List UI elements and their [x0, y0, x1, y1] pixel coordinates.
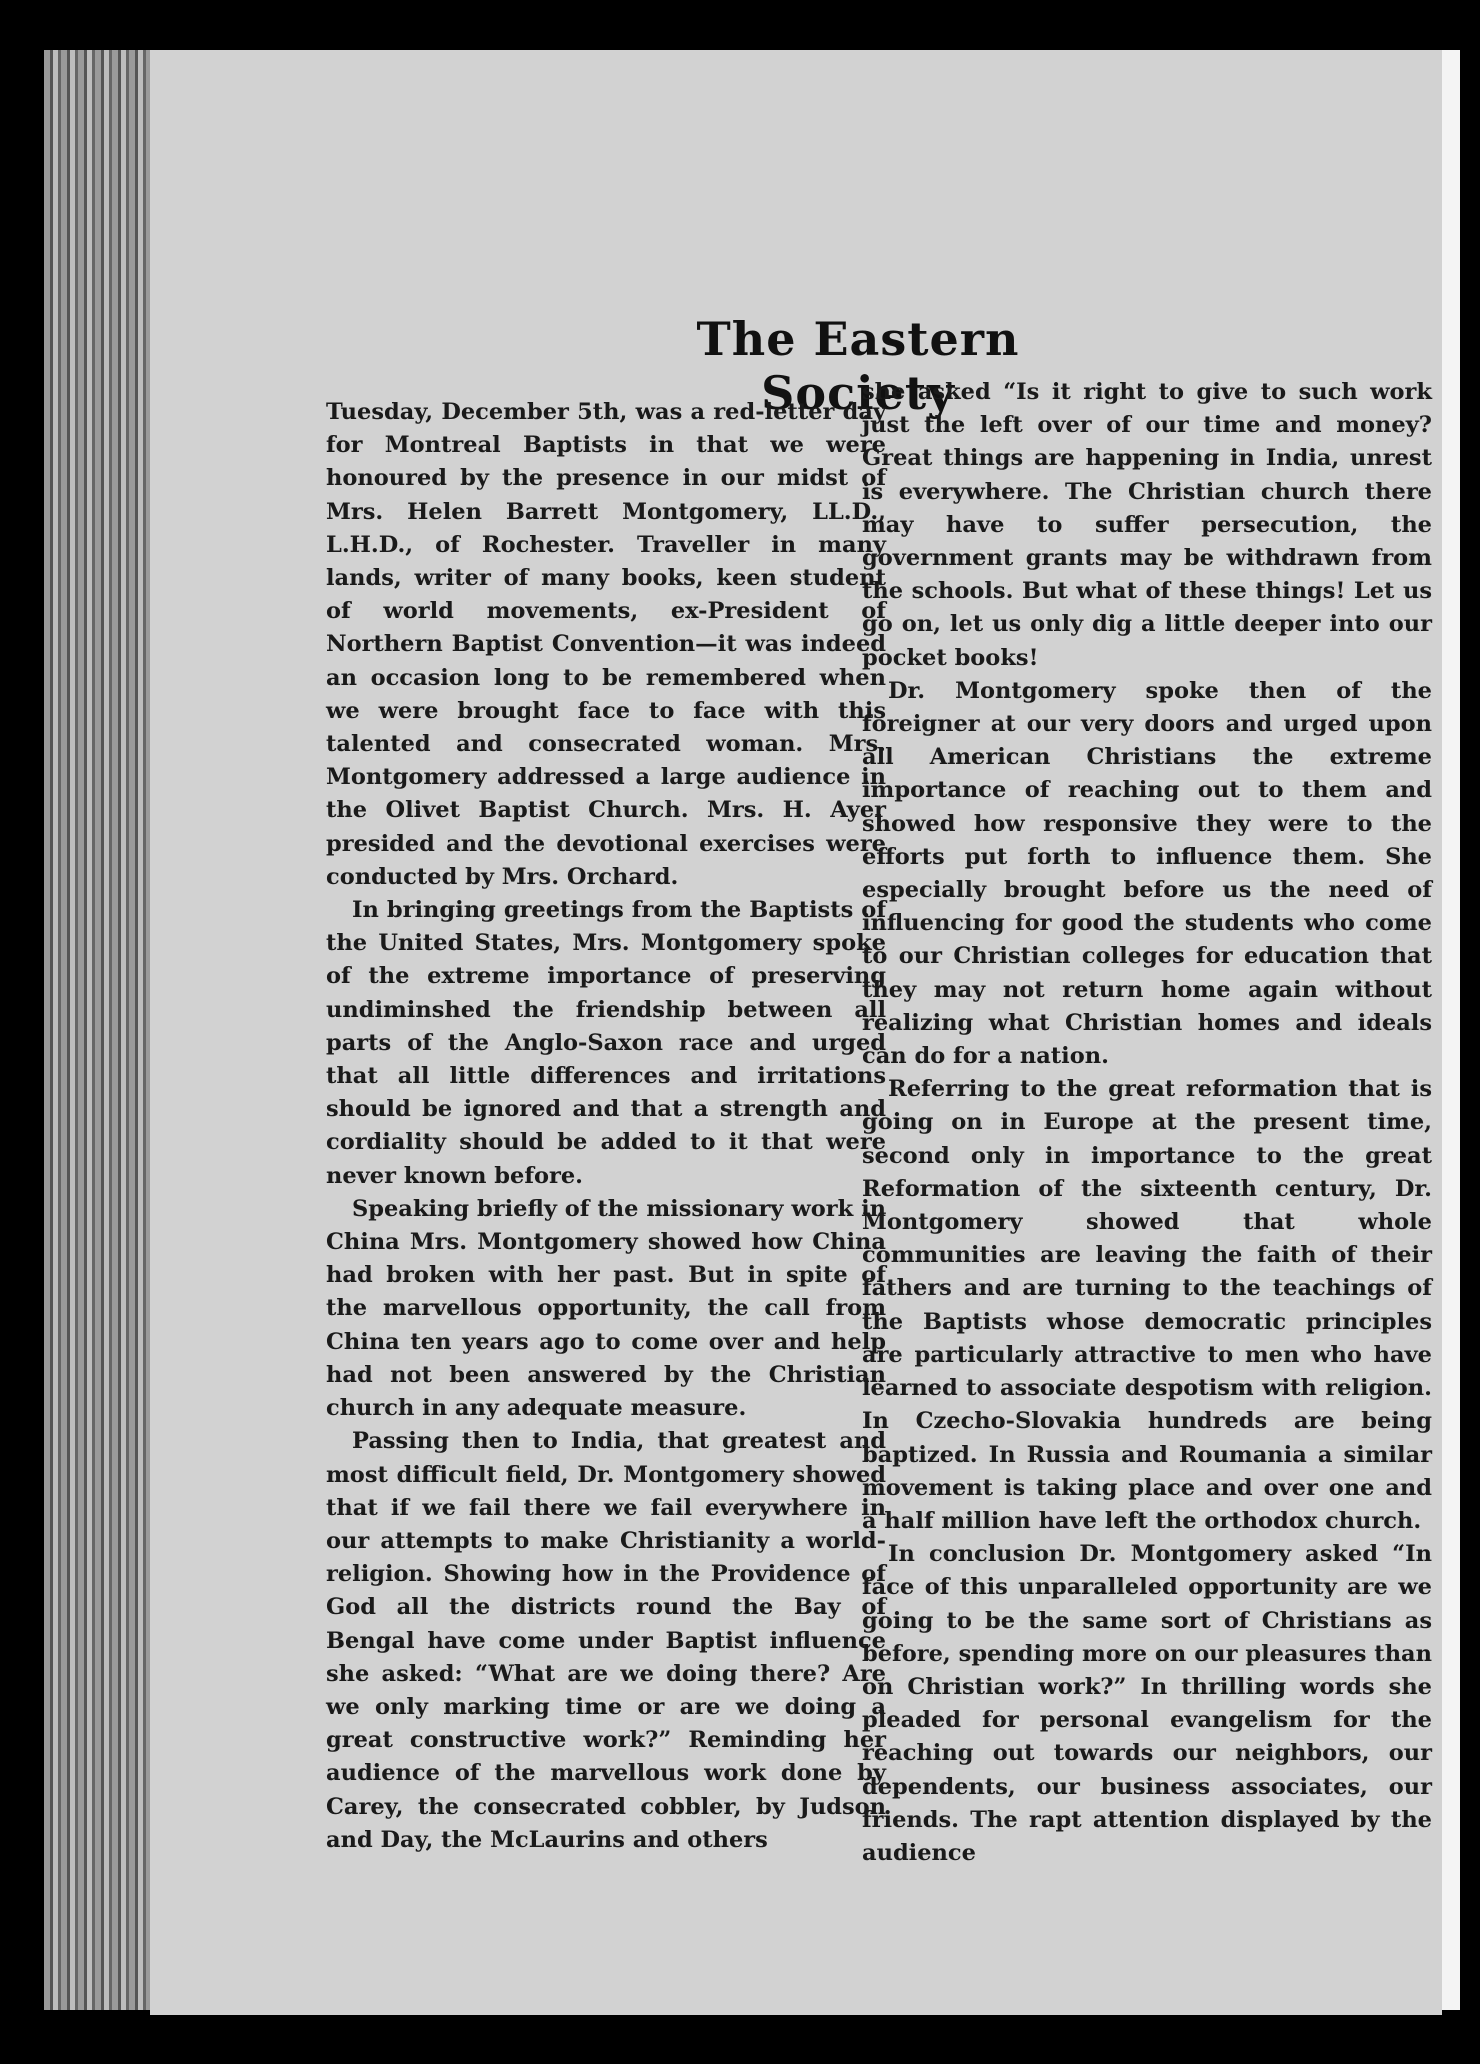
paragraph: Tuesday, December 5th, was a red-letter day for Montreal Baptists in that we were honoured by the presence in our midst of Mrs. Helen Barrett Montgomery, LL.D., L.H.D., of Rochester. Traveller in many lands, writer of many books, keen student of world movements, ex-President of Northern Baptist Convention—it was indeed an occasion long to be remembered when we were brought face to face with this talented and consecrated woman. Mrs. Montgomery addressed a large audience in the Olivet Baptist Church. Mrs. H. Ayer presided and the devotional exercises were conducted by Mrs. Orchard. — [326, 399, 886, 890]
left-column — [326, 396, 886, 1857]
paragraph: Passing then to India, that greatest and most difficult field, Dr. Montgomery showed that if we fail there we fail everywhere in our attempts to make Christianity a world-religion. Showing how in the Providence of God all the districts round the Bay of Bengal have come under Baptist influence she asked: “What are we doing there? Are we only marking time or are we doing a great constructive work?” Reminding her audience of the marvellous work done by Carey, the consecrated cobbler, by Judson and Day, the McLaurins and others — [326, 1428, 886, 1853]
paragraph: Dr. Montgomery spoke then of the foreigner at our very doors and urged upon all American Christians the extreme importance of reaching out to them and showed how responsive they were to the efforts put forth to influence them. She especially brought before us the need of influencing for good the students who come to our Christian colleges for education that they may not return home again without realizing what Christian homes and ideals can do for a nation. — [862, 677, 1432, 1070]
paragraph: Referring to the great reformation that is going on in Europe at the present time, second only in importance to the great Reformation of the sixteenth century, Dr. Montgomery showed that whole communities are leaving the faith of their fathers and are turning to the teachings of the Baptists whose democratic principles are particularly attractive to men who have learned to associate despotism with religion. In Czecho-Slovakia hundreds are being baptized. In Russia and Roumania a similar movement is taking place and over one and a half million have left the orthodox church. — [862, 1076, 1432, 1534]
paragraph: Speaking briefly of the missionary work in China Mrs. Montgomery showed how China had broken with her past. But in spite of the marvellous opportunity, the call from China ten years ago to come over and help had not been answered by the Christian church in any adequate measure. — [326, 1195, 886, 1422]
article-title: The Eastern Society — [696, 312, 1020, 420]
right-column — [862, 376, 1432, 1870]
page-right-edge — [1442, 50, 1460, 2010]
paragraph: In bringing greetings from the Baptists of the United States, Mrs. Montgomery spoke of the extreme importance of preserving undiminshed the friendship between all parts of the Anglo-Saxon race and urged that all little differences and irritations should be ignored and that a strength and cordiality should be added to it that were never known before. — [326, 897, 886, 1189]
paragraph: she asked “Is it right to give to such work just the left over of our time and money? Great things are happening in India, unrest is everywhere. The Christian church there may have to suffer persecution, the government grants may be withdrawn from the schools. But what of these things! Let us go on, let us only dig a little deeper into our pocket books! — [862, 379, 1432, 671]
paragraph: In conclusion Dr. Montgomery asked “In face of this unparalleled opportunity are we going to be the same sort of Christians as before, spending more on our pleasures than on Christian work?” In thrilling words she pleaded for personal evangelism for the reaching out towards our neighbors, our dependents, our business associates, our friends. The rapt attention displayed by the audience — [862, 1541, 1432, 1866]
